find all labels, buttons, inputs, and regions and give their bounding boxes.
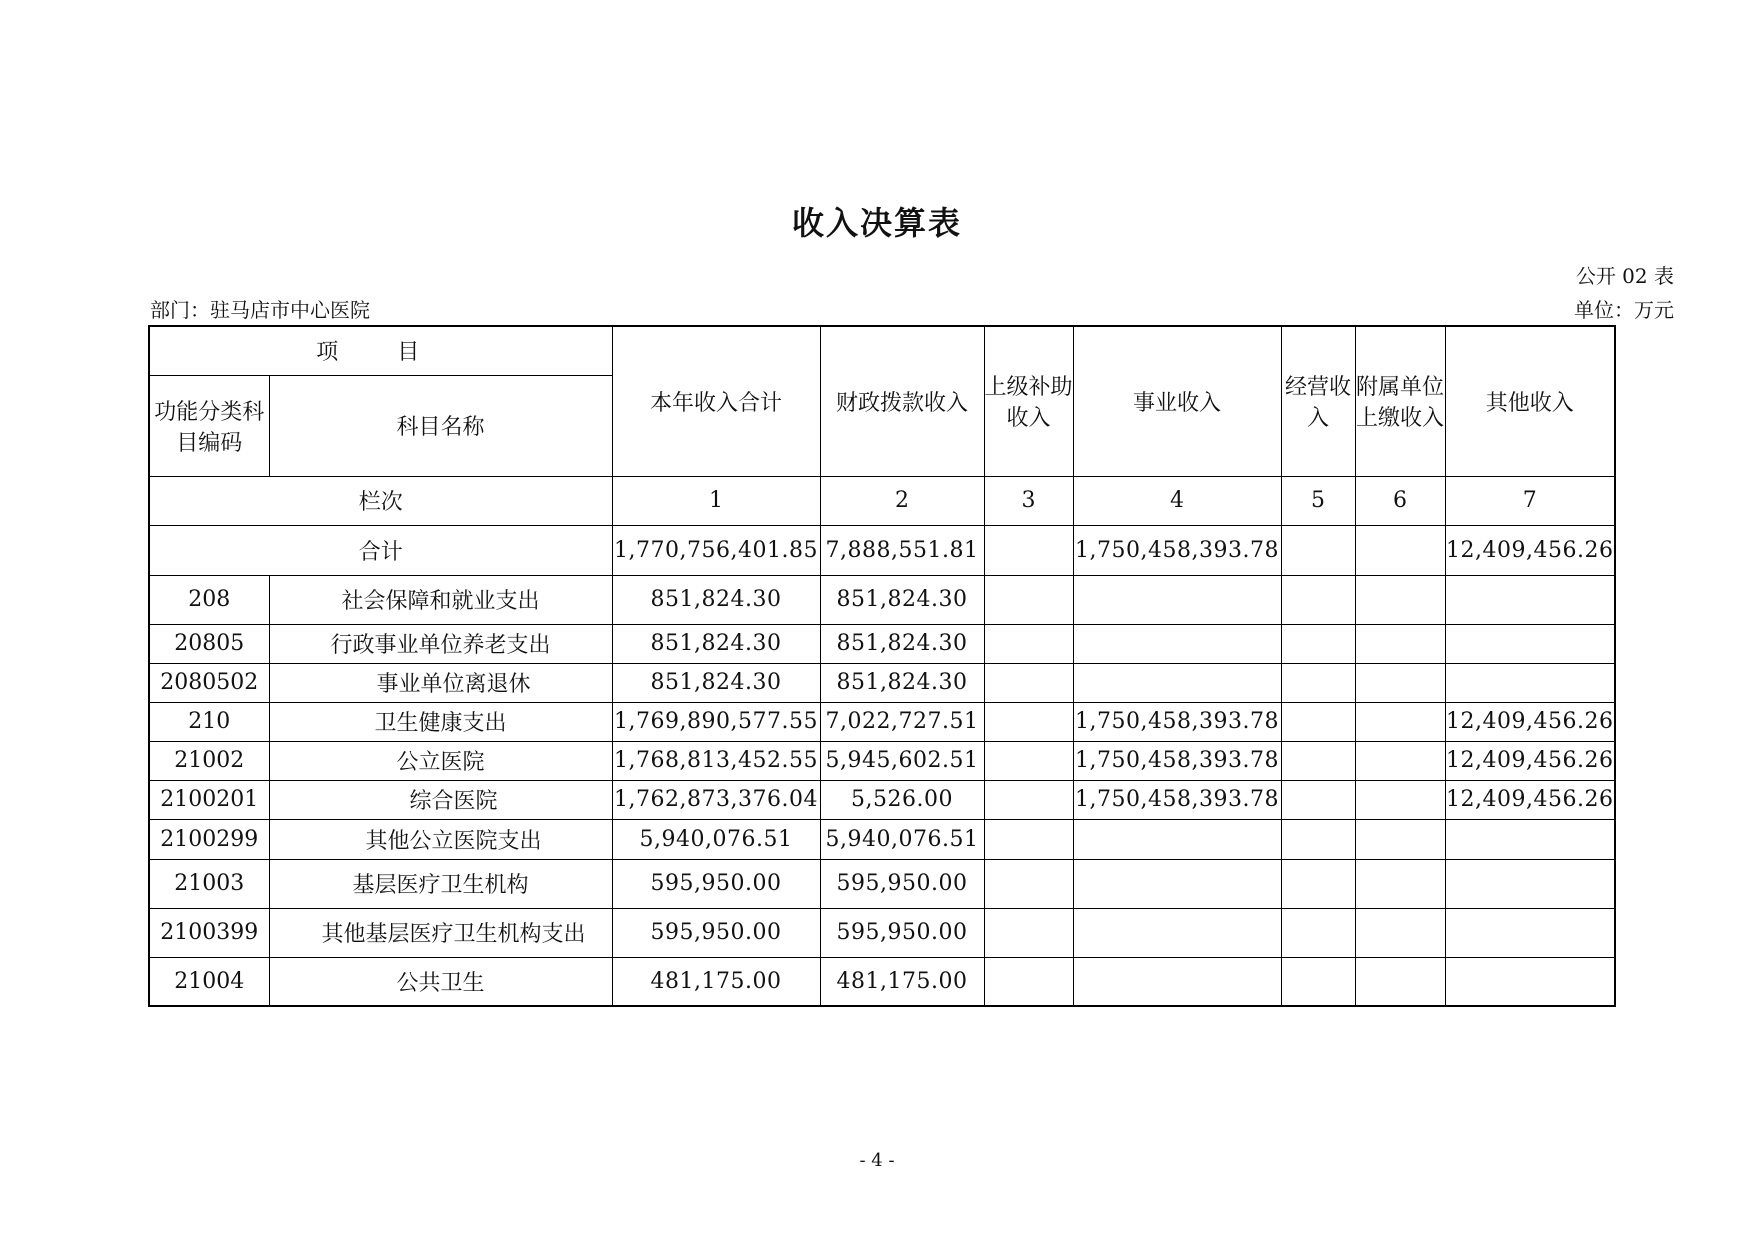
total-value <box>984 525 1073 575</box>
page-number: - 4 - <box>859 1150 895 1171</box>
header-col-operating: 经营收入 <box>1281 326 1355 476</box>
header-col-business: 事业收入 <box>1073 326 1281 476</box>
row-value <box>1445 819 1615 859</box>
row-name: 行政事业单位养老支出 <box>269 624 612 663</box>
row-value <box>984 859 1073 908</box>
total-label: 合计 <box>149 525 612 575</box>
row-value <box>1281 663 1355 702</box>
table-row <box>149 702 1615 741</box>
row-name: 事业单位离退休 <box>269 663 612 702</box>
row-value <box>1281 908 1355 957</box>
table-row <box>149 780 1615 819</box>
table-row <box>149 819 1615 859</box>
row-value: 595,950.00 <box>612 859 820 908</box>
row-value <box>984 624 1073 663</box>
row-value: 12,409,456.26 <box>1445 741 1615 780</box>
row-value <box>1281 957 1355 1006</box>
row-value: 595,950.00 <box>820 859 984 908</box>
data-rows <box>149 575 1615 1006</box>
row-value <box>1281 741 1355 780</box>
seq-cell: 4 <box>1073 476 1281 525</box>
table-row <box>149 908 1615 957</box>
row-value: 595,950.00 <box>612 908 820 957</box>
row-value: 481,175.00 <box>820 957 984 1006</box>
row-value <box>1355 957 1445 1006</box>
row-value: 1,768,813,452.55 <box>612 741 820 780</box>
row-code: 208 <box>149 575 269 624</box>
row-value <box>984 702 1073 741</box>
row-value <box>1355 780 1445 819</box>
row-value <box>1445 957 1615 1006</box>
seq-cell: 7 <box>1445 476 1615 525</box>
header-col-total: 本年收入合计 <box>612 326 820 476</box>
income-final-accounts-table <box>148 325 1616 1007</box>
header-code: 功能分类科目编码 <box>149 375 269 476</box>
seq-cell: 1 <box>612 476 820 525</box>
table-row <box>149 663 1615 702</box>
row-value: 851,824.30 <box>820 663 984 702</box>
row-value <box>984 957 1073 1006</box>
row-value: 481,175.00 <box>612 957 820 1006</box>
row-value: 12,409,456.26 <box>1445 780 1615 819</box>
row-value <box>984 663 1073 702</box>
row-value <box>984 780 1073 819</box>
row-value: 1,769,890,577.55 <box>612 702 820 741</box>
header-col-superior-subsidy: 上级补助收入 <box>984 326 1073 476</box>
header-col-fiscal: 财政拨款收入 <box>820 326 984 476</box>
row-value: 5,526.00 <box>820 780 984 819</box>
row-name: 其他基层医疗卫生机构支出 <box>269 908 612 957</box>
row-code: 21002 <box>149 741 269 780</box>
row-value: 5,940,076.51 <box>820 819 984 859</box>
seq-cell: 2 <box>820 476 984 525</box>
table-row <box>149 859 1615 908</box>
seq-label: 栏次 <box>149 476 612 525</box>
row-value: 1,750,458,393.78 <box>1073 780 1281 819</box>
header-item: 项 目 <box>149 326 612 375</box>
row-value: 851,824.30 <box>820 575 984 624</box>
row-value <box>1445 859 1615 908</box>
row-value: 5,945,602.51 <box>820 741 984 780</box>
row-value <box>1355 908 1445 957</box>
row-value <box>1073 957 1281 1006</box>
total-value: 1,750,458,393.78 <box>1073 525 1281 575</box>
seq-cell: 6 <box>1355 476 1445 525</box>
row-code: 2100201 <box>149 780 269 819</box>
row-value <box>1073 908 1281 957</box>
total-value: 12,409,456.26 <box>1445 525 1615 575</box>
row-value: 1,750,458,393.78 <box>1073 702 1281 741</box>
row-value <box>1355 741 1445 780</box>
row-value <box>1073 819 1281 859</box>
row-value <box>984 575 1073 624</box>
row-value: 5,940,076.51 <box>612 819 820 859</box>
table-row <box>149 741 1615 780</box>
header-name: 科目名称 <box>269 375 612 476</box>
row-value <box>1445 575 1615 624</box>
row-name: 基层医疗卫生机构 <box>269 859 612 908</box>
row-value: 851,824.30 <box>612 575 820 624</box>
row-value <box>984 908 1073 957</box>
row-code: 20805 <box>149 624 269 663</box>
row-value: 7,022,727.51 <box>820 702 984 741</box>
row-value: 1,762,873,376.04 <box>612 780 820 819</box>
row-value <box>1073 575 1281 624</box>
row-value <box>1281 575 1355 624</box>
row-value <box>1355 624 1445 663</box>
seq-row <box>149 476 1615 525</box>
row-value <box>984 819 1073 859</box>
unit-label: 单位：万元 <box>1574 298 1674 322</box>
row-value <box>1073 663 1281 702</box>
row-value <box>1445 908 1615 957</box>
table-row <box>149 957 1615 1006</box>
row-value <box>1073 859 1281 908</box>
table-row <box>149 624 1615 663</box>
header-col-affiliated: 附属单位上缴收入 <box>1355 326 1445 476</box>
row-value: 851,824.30 <box>820 624 984 663</box>
row-value <box>1355 702 1445 741</box>
total-value: 7,888,551.81 <box>820 525 984 575</box>
row-value <box>1355 859 1445 908</box>
row-name: 社会保障和就业支出 <box>269 575 612 624</box>
row-name: 综合医院 <box>269 780 612 819</box>
row-code: 21003 <box>149 859 269 908</box>
row-value <box>1281 819 1355 859</box>
table-row <box>149 575 1615 624</box>
row-name: 公立医院 <box>269 741 612 780</box>
department-label: 部门：驻马店市中心医院 <box>150 298 370 322</box>
row-value <box>1281 780 1355 819</box>
row-value: 1,750,458,393.78 <box>1073 741 1281 780</box>
row-name: 卫生健康支出 <box>269 702 612 741</box>
row-code: 21004 <box>149 957 269 1006</box>
row-value <box>1355 575 1445 624</box>
row-value: 595,950.00 <box>820 908 984 957</box>
row-value <box>1355 663 1445 702</box>
row-value: 851,824.30 <box>612 624 820 663</box>
row-code: 2100299 <box>149 819 269 859</box>
total-value <box>1281 525 1355 575</box>
row-name: 公共卫生 <box>269 957 612 1006</box>
row-value <box>1281 624 1355 663</box>
page-title: 收入决算表 <box>791 204 962 242</box>
total-row <box>149 525 1615 575</box>
row-code: 2100399 <box>149 908 269 957</box>
total-value: 1,770,756,401.85 <box>612 525 820 575</box>
total-value <box>1355 525 1445 575</box>
row-name: 其他公立医院支出 <box>269 819 612 859</box>
row-value: 12,409,456.26 <box>1445 702 1615 741</box>
row-code: 210 <box>149 702 269 741</box>
row-value <box>1445 663 1615 702</box>
seq-cell: 5 <box>1281 476 1355 525</box>
seq-cell: 3 <box>984 476 1073 525</box>
header-col-other: 其他收入 <box>1445 326 1615 476</box>
row-value <box>1073 624 1281 663</box>
row-value: 851,824.30 <box>612 663 820 702</box>
row-value <box>1281 702 1355 741</box>
row-value <box>1355 819 1445 859</box>
row-code: 2080502 <box>149 663 269 702</box>
row-value <box>1281 859 1355 908</box>
row-value <box>1445 624 1615 663</box>
row-value <box>984 741 1073 780</box>
form-number: 公开 02 表 <box>1575 264 1674 288</box>
